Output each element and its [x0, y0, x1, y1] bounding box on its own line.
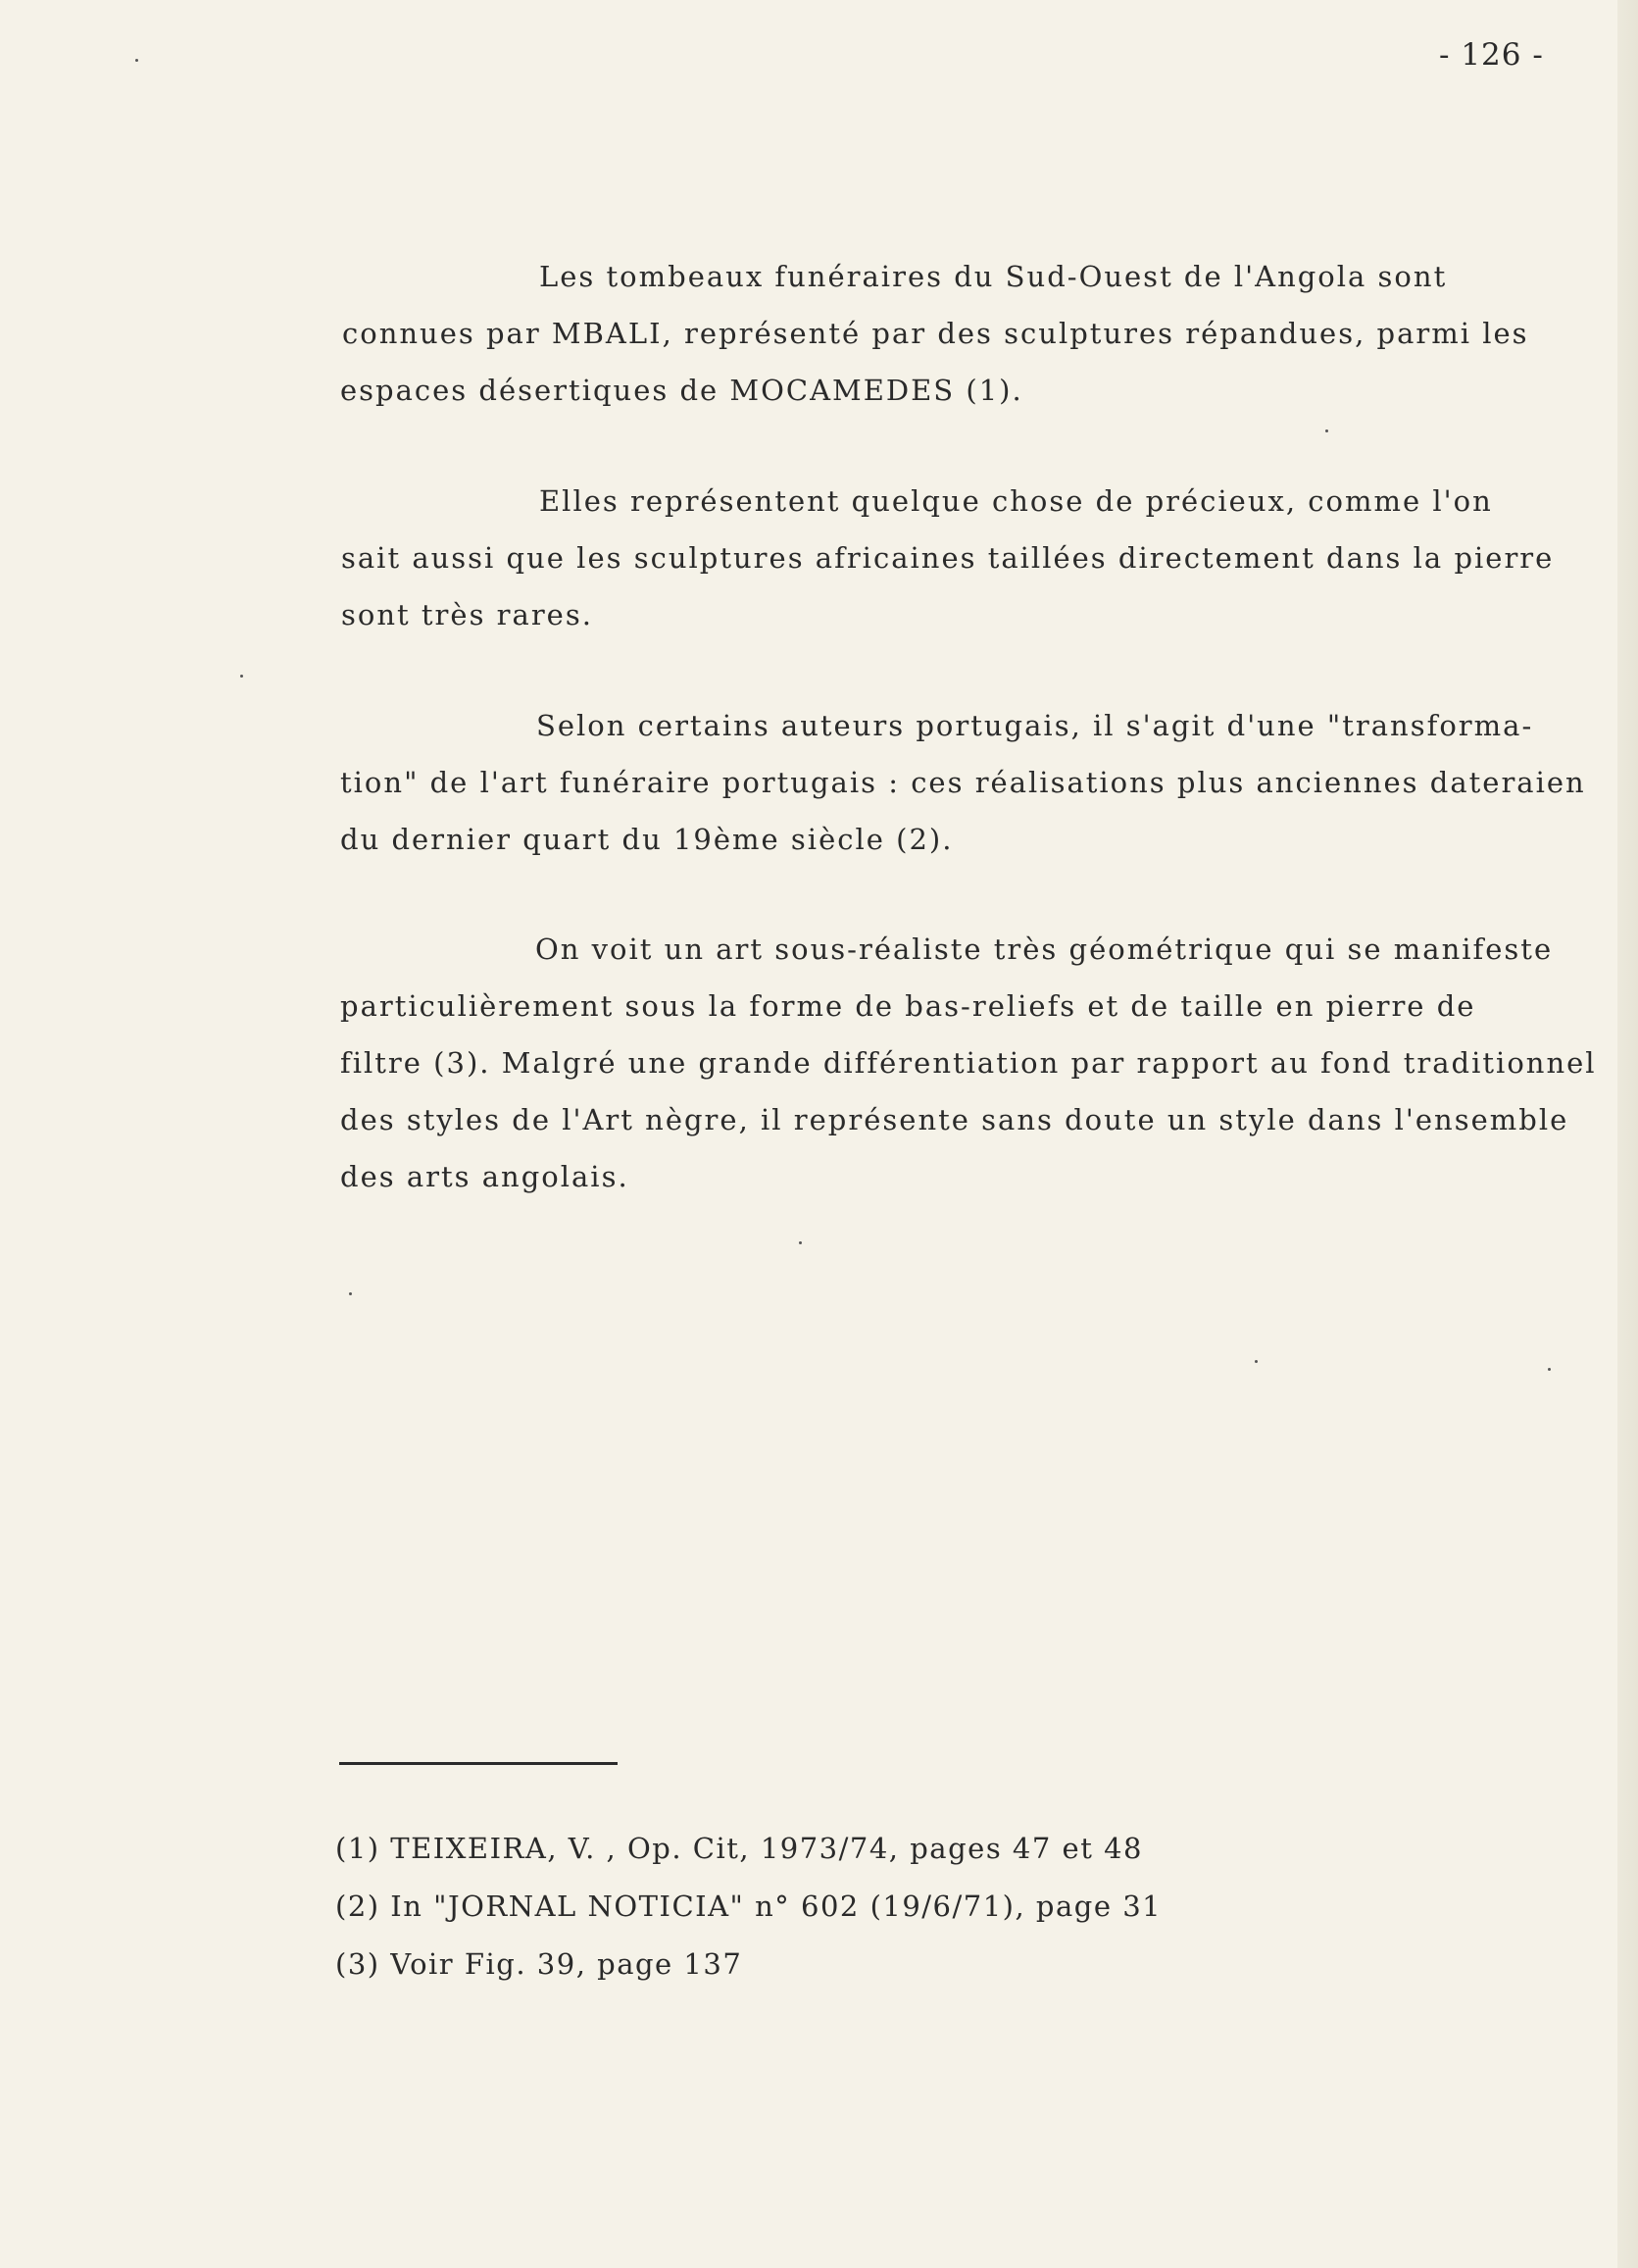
paragraph-3-line-3: du dernier quart du 19ème siècle (2). [340, 823, 954, 856]
footnote-3: (3) Voir Fig. 39, page 137 [335, 1947, 743, 1981]
paragraph-4-line-4: des styles de l'Art nègre, il représente sans doute un style dans l'ensemble [340, 1103, 1569, 1136]
scan-speck [240, 675, 243, 678]
paragraph-3-line-2: tion" de l'art funéraire portugais : ces réalisations plus anciennes dateraien [340, 766, 1586, 799]
footnote-2: (2) In "JORNAL NOTICIA" n° 602 (19/6/71), page 31 [335, 1890, 1163, 1923]
paragraph-1-line-1: Les tombeaux funéraires du Sud-Ouest de l'Angola sont [539, 260, 1448, 293]
paragraph-2-line-2: sait aussi que les sculptures africaines taillées directement dans la pierre [341, 541, 1555, 575]
paragraph-2-line-3: sont très rares. [341, 598, 593, 631]
paragraph-4-line-5: des arts angolais. [340, 1160, 629, 1193]
paragraph-1-line-3: espaces désertiques de MOCAMEDES (1). [340, 374, 1023, 407]
page-edge [1617, 0, 1638, 2268]
scan-speck [1548, 1368, 1551, 1371]
paragraph-4-line-2: particulièrement sous la forme de bas-reliefs et de taille en pierre de [340, 989, 1476, 1023]
paragraph-4-line-1: On voit un art sous-réaliste très géométrique qui se manifeste [535, 932, 1554, 966]
paragraph-3-line-1: Selon certains auteurs portugais, il s'agit d'une "transforma- [536, 709, 1534, 742]
scan-speck [1255, 1360, 1258, 1363]
paragraph-1-line-2: connues par MBALI, représenté par des sculptures répandues, parmi les [342, 317, 1529, 350]
scan-speck [1325, 429, 1328, 432]
paragraph-4-line-3: filtre (3). Malgré une grande différentiation par rapport au fond traditionnel [340, 1046, 1597, 1080]
scan-speck [135, 59, 138, 62]
paragraph-2-line-1: Elles représentent quelque chose de précieux, comme l'on [539, 484, 1493, 518]
scan-speck [349, 1292, 352, 1295]
footnote-1: (1) TEIXEIRA, V. , Op. Cit, 1973/74, pages 47 et 48 [335, 1832, 1143, 1865]
page-number: - 126 - [1439, 37, 1544, 73]
scan-speck [799, 1241, 802, 1244]
footnote-separator [339, 1762, 618, 1765]
